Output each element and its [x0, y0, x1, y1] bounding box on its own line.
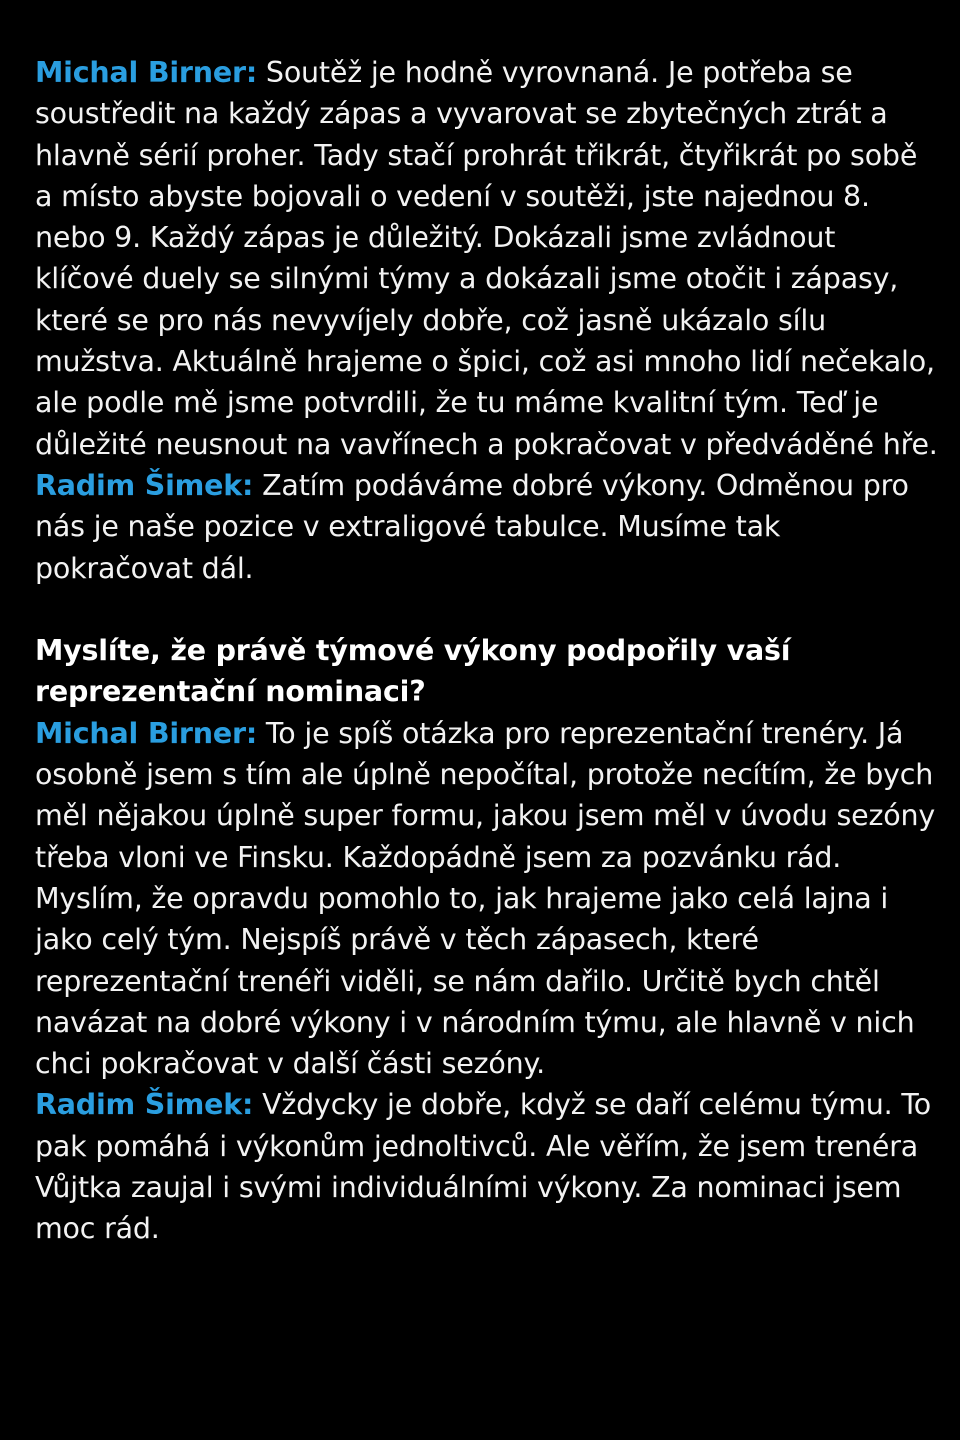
speaker-name: Michal Birner: [35, 716, 258, 750]
speaker-name: Radim Šimek: [35, 468, 254, 502]
answer-text: Soutěž je hodně vyrovnaná. Je potřeba se soustředit na každý zápas a vyvarovat se zbytečných ztrát a hlavně sérií proher. Tady stačí prohrát třikrát, čtyřikrát po sobě a místo abyste bojovali o vedení v soutěži, jste najednou 8. nebo 9. Každý zápas je důležitý. Dokázali jsme zvládnout klíčové duely se silnými týmy a dokázali jsme otočit i zápasy, které se pro nás nevyvíjely dobře, což jasně ukázalo sílu mužstva. Aktuálně hrajeme o špici, což asi mnoho lidí nečekalo, ale podle mě jsme potvrdili, že tu máme kvalitní tým. Teď je důležité neusnout na vavřínech a pokračovat v předváděné hře. [35, 56, 938, 461]
answer-text: Zatím podáváme dobré výkony. Odměnou pro nás je naše pozice v extraligové tabulce. Musíme tak pokračovat dál. [35, 468, 909, 585]
answer-paragraph [35, 465, 940, 589]
answer-text: Vždycky je dobře, když se daří celému týmu. To pak pomáhá i výkonům jednoltivců. Ale věřím, že jsem trenéra Vůjtka zaujal i svými individuálními výkony. Za nominaci jsem moc rád. [35, 1088, 931, 1246]
answer-paragraph [35, 52, 940, 465]
answer-paragraph [35, 713, 940, 1085]
speaker-name: Michal Birner: [35, 56, 258, 89]
interview-question: Myslíte, že právě týmové výkony podpořily vaší reprezentační nominaci? [35, 634, 791, 709]
interview-article [35, 52, 940, 1250]
answer-paragraph [35, 1084, 940, 1249]
speaker-name: Radim Šimek: [35, 1088, 254, 1122]
answer-text: To je spíš otázka pro reprezentační trenéry. Já osobně jsem s tím ale úplně nepočítal, protože necítím, že bych měl nějakou úplně super formu, jakou jsem měl v úvodu sezóny třeba vloni ve Finsku. Každopádně jsem za pozvánku rád. Myslím, že opravdu pomohlo to, jak hrajeme jako celá lajna i jako celý tým. Nejspíš právě v těch zápasech, které reprezentační trenéři viděli, se nám dařilo. Určitě bych chtěl navázat na dobré výkony i v národním týmu, ale hlavně v nich chci pokračovat v další části sezóny. [35, 716, 936, 1081]
